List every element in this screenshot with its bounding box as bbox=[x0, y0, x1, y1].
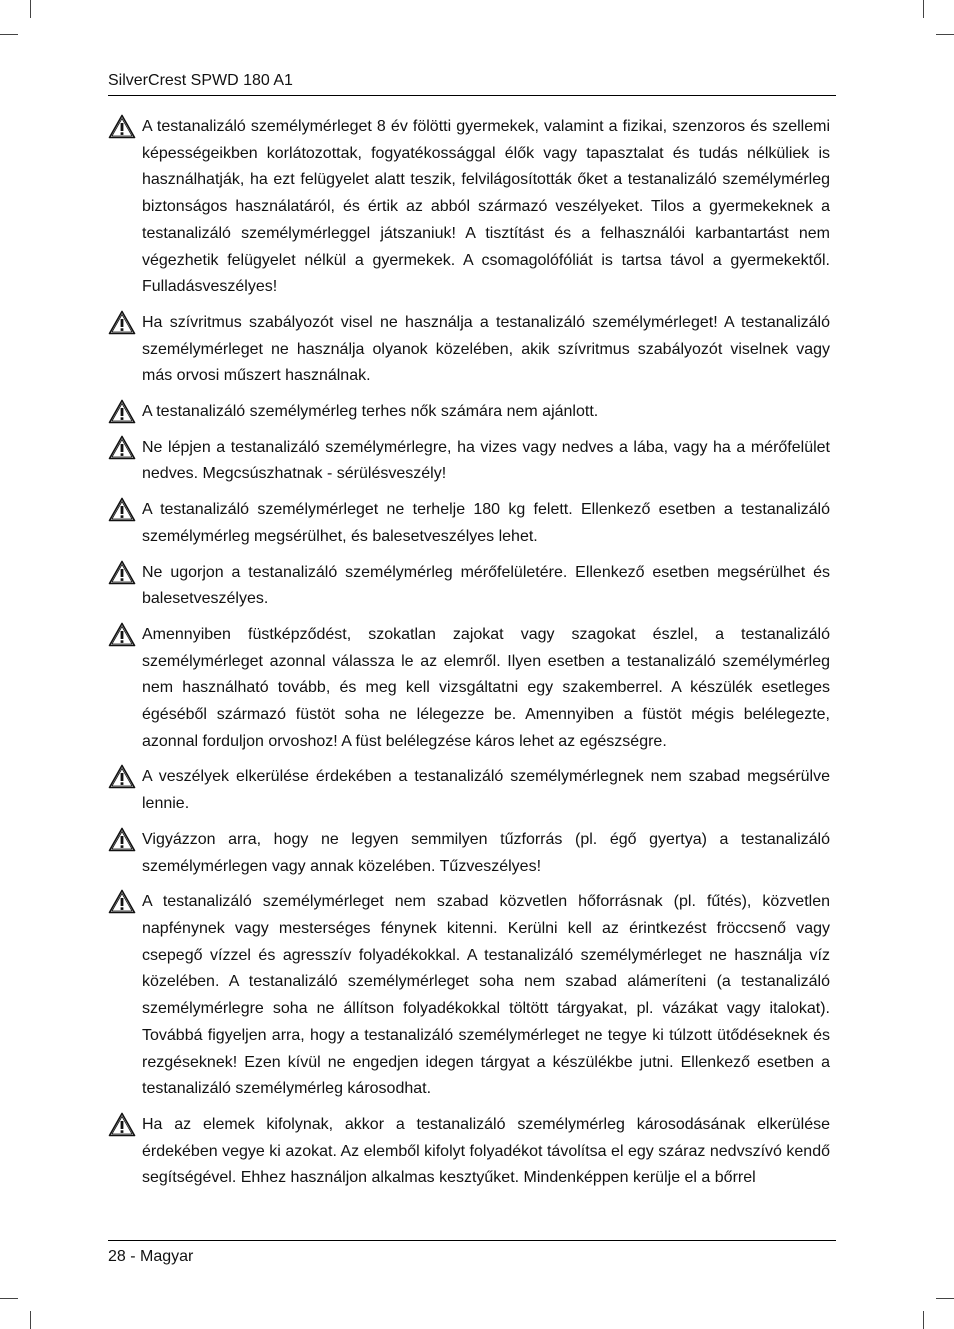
warning-triangle-icon bbox=[108, 764, 138, 790]
warning-text: Vigyázzon arra, hogy ne legyen semmilyen tűzforrás (pl. égő gyertya) a testanalizáló személymérlegen vagy annak közelében. Tűzveszélyes! bbox=[142, 830, 830, 875]
warning-text: Ne ugorjon a testanalizáló személymérleg mérőfelületére. Ellenkező esetben megsérülhet és balesetveszélyes. bbox=[142, 563, 830, 608]
warning-triangle-icon bbox=[108, 560, 138, 586]
warning-triangle-icon bbox=[108, 399, 138, 425]
warning-item bbox=[108, 1112, 830, 1192]
warning-item bbox=[108, 399, 830, 426]
warning-text: A testanalizáló személymérleg terhes nők számára nem ajánlott. bbox=[142, 403, 599, 421]
crop-mark bbox=[923, 1311, 924, 1329]
header-divider bbox=[108, 95, 836, 96]
warning-text: A testanalizáló személymérleget nem szabad közvetlen hőforrásnak (pl. fűtés), közvetlen napfénynek vagy mesterséges fénynek kitenni. Kerülni kell az érintkezést fröccsenő vagy csepegő vízzel és agresszív folyadékokkal. A testanalizáló személymérleget ne használja víz közelében. A testanalizáló személymérleget soha nem szabad alámeríteni (a testanalizáló személymérlegre soha ne állítson folyadékokkal töltött tárgyakat, pl. vázákat vagy italokat). Továbbá figyeljen arra, hogy a testanalizáló személymérleget ne tegye ki túlzott ütődéseknek és rezgéseknek! Ezen kívül ne engedjen idegen tárgyat a készülékbe jutni. Ellenkező esetben a testanalizáló személymérleg károsodhat. bbox=[142, 893, 830, 1098]
warning-triangle-icon bbox=[108, 889, 138, 915]
warning-item bbox=[108, 889, 830, 1103]
warning-text: Ne lépjen a testanalizáló személymérlegre, ha vizes vagy nedves a lába, vagy ha a mérőfelület nedves. Megcsúszhatnak - sérülésveszély! bbox=[142, 438, 830, 483]
crop-mark bbox=[30, 1311, 31, 1329]
warning-item bbox=[108, 560, 830, 613]
crop-mark bbox=[0, 1298, 18, 1299]
warning-triangle-icon bbox=[108, 827, 138, 853]
warning-item bbox=[108, 622, 830, 756]
crop-mark bbox=[30, 0, 31, 18]
warning-triangle-icon bbox=[108, 114, 138, 140]
warning-triangle-icon bbox=[108, 497, 138, 523]
warning-item bbox=[108, 764, 830, 817]
warning-text: Ha az elemek kifolynak, akkor a testanalizáló személymérleg károsodásának elkerülése érdekében vegye ki azokat. Az elemből kifolyt folyadékot távolítsa el egy száraz nedvszívó kendő segítségével. Ehhez használjon alkalmas kesztyűket. Mindenképpen kerülje el a bőrrel bbox=[142, 1115, 830, 1187]
warning-text: Ha szívritmus szabályozót visel ne használja a testanalizáló személymérleget! A testanalizáló személymérleget ne használja olyanok közelében, akik szívritmus szabályozót viselnek vagy más orvosi műszert használnak. bbox=[142, 313, 830, 385]
warning-item bbox=[108, 827, 830, 880]
crop-mark bbox=[936, 1298, 954, 1299]
warning-item bbox=[108, 435, 830, 488]
warning-triangle-icon bbox=[108, 622, 138, 648]
warning-triangle-icon bbox=[108, 435, 138, 461]
page-footer: 28 - Magyar bbox=[108, 1248, 194, 1265]
footer-divider bbox=[108, 1240, 836, 1241]
warning-item bbox=[108, 497, 830, 550]
warnings-list bbox=[108, 114, 830, 1201]
warning-text: A testanalizáló személymérleget ne terhelje 180 kg felett. Ellenkező esetben a testanalizáló személymérleg megsérülhet, és balesetveszélyes lehet. bbox=[142, 501, 830, 545]
warning-text: A veszélyek elkerülése érdekében a testanalizáló személymérlegnek nem szabad megsérülve lennie. bbox=[142, 768, 830, 813]
warning-triangle-icon bbox=[108, 310, 138, 336]
crop-mark bbox=[0, 34, 18, 35]
crop-mark bbox=[936, 34, 954, 35]
warning-triangle-icon bbox=[108, 1112, 138, 1138]
warning-text: A testanalizáló személymérleget 8 év fölötti gyermekek, valamint a fizikai, szenzoros és szellemi képességeikben korlátozottak, fogyatékossággal élők vagy tapasztalat és tudás nélküliek is használhatják, ha ezt felügyelet alatt teszik, felvilágosították őket a testanalizáló személymérleg biztonságos használatáról, és értik az abból származó veszélyeket. Tilos a gyermekeknek a testanalizáló személymérleggel játszaniuk! A tisztítást és a felhasználói karbantartást nem végezhetik felügyelet nélkül a gyermekek. A csomagolófóliát is tartsa távol a gyermekektől. Fulladásveszélyes! bbox=[142, 118, 830, 296]
crop-mark bbox=[923, 0, 924, 18]
warning-item bbox=[108, 310, 830, 390]
warning-item bbox=[108, 114, 830, 301]
page-header: SilverCrest SPWD 180 A1 bbox=[108, 72, 293, 89]
warning-text: Amennyiben füstképződést, szokatlan zajokat vagy szagokat észlel, a testanalizáló személymérleget azonnal válassza le az elemről. Ilyen esetben a testanalizáló személymérleg nem használható tovább, és meg kell vizsgáltatni egy szakemberrel. A készülék esetleges égéséből származó füstöt soha ne lélegezze be. Amennyiben a füstöt mégis belélegezte, azonnal forduljon orvoshoz! A füst belélegzése káros lehet az egészségre. bbox=[142, 625, 830, 750]
